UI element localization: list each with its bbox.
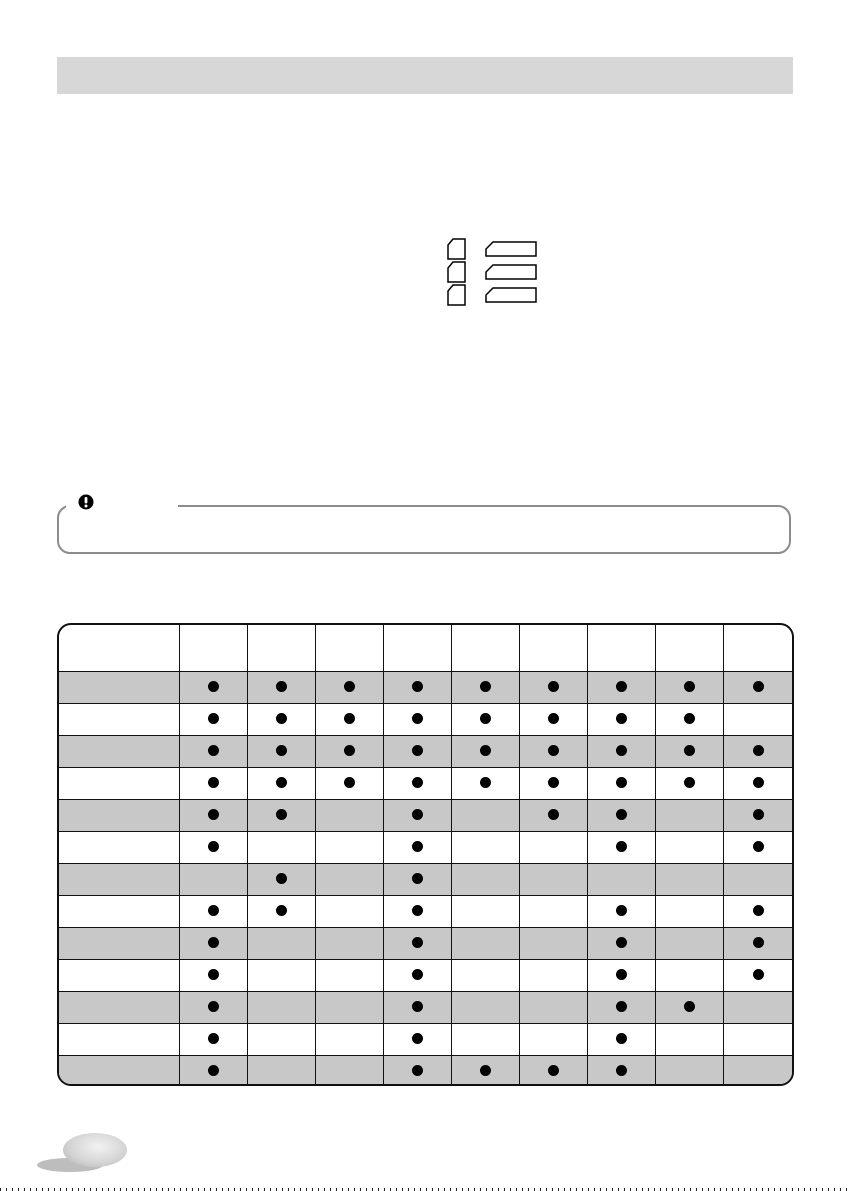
table-cell — [588, 704, 656, 736]
table-row — [59, 736, 792, 768]
table-row — [59, 672, 792, 704]
table-cell — [656, 1024, 724, 1056]
filled-dot-icon — [344, 713, 355, 724]
table-cell — [180, 704, 248, 736]
filled-dot-icon — [208, 777, 219, 788]
filled-dot-icon — [412, 1001, 423, 1012]
table-cell — [656, 704, 724, 736]
table-cell — [180, 768, 248, 800]
table-cell — [588, 928, 656, 960]
filled-dot-icon — [616, 841, 627, 852]
table-cell — [656, 1056, 724, 1087]
filled-dot-icon — [412, 937, 423, 948]
table-cell — [384, 768, 452, 800]
filled-dot-icon — [684, 713, 695, 724]
row-label-cell — [59, 1056, 180, 1087]
filled-dot-icon — [753, 745, 764, 756]
filled-dot-icon — [548, 809, 559, 820]
filled-dot-icon — [412, 745, 423, 756]
filled-dot-icon — [480, 681, 491, 692]
table-cell — [316, 832, 384, 864]
filled-dot-icon — [616, 745, 627, 756]
tag-row — [446, 237, 537, 260]
feature-table — [57, 623, 794, 1086]
table-cell — [588, 736, 656, 768]
header-cell — [384, 625, 452, 672]
table-cell — [248, 672, 316, 704]
filled-dot-icon — [344, 777, 355, 788]
table-cell — [588, 992, 656, 1024]
table-cell — [452, 736, 520, 768]
table-cell — [452, 928, 520, 960]
table-cell — [384, 960, 452, 992]
filled-dot-icon — [616, 1065, 627, 1076]
table-cell — [520, 704, 588, 736]
table-cell — [180, 832, 248, 864]
table-cell — [248, 928, 316, 960]
table-body — [59, 672, 792, 1087]
page-number-badge — [63, 1133, 127, 1167]
filled-dot-icon — [344, 681, 355, 692]
row-label-cell — [59, 768, 180, 800]
table-cell — [180, 960, 248, 992]
table-cell — [588, 960, 656, 992]
table-cell — [452, 768, 520, 800]
table-row — [59, 928, 792, 960]
table-cell — [520, 672, 588, 704]
table-row — [59, 864, 792, 896]
small-tag-icon — [446, 261, 466, 283]
table-cell — [248, 1056, 316, 1087]
note-header — [66, 491, 178, 511]
table-cell — [452, 960, 520, 992]
table-cell — [656, 736, 724, 768]
note-box — [57, 505, 791, 554]
row-label-cell — [59, 736, 180, 768]
table-cell — [724, 672, 792, 704]
filled-dot-icon — [684, 1001, 695, 1012]
table-cell — [180, 992, 248, 1024]
table-cell — [248, 768, 316, 800]
table-cell — [180, 800, 248, 832]
filled-dot-icon — [753, 841, 764, 852]
table-cell — [248, 992, 316, 1024]
table-cell — [520, 864, 588, 896]
filled-dot-icon — [276, 777, 287, 788]
table-cell — [520, 768, 588, 800]
filled-dot-icon — [208, 1001, 219, 1012]
table-row — [59, 768, 792, 800]
table-cell — [520, 896, 588, 928]
filled-dot-icon — [548, 745, 559, 756]
filled-dot-icon — [208, 937, 219, 948]
filled-dot-icon — [208, 713, 219, 724]
table-cell — [384, 1024, 452, 1056]
table-cell — [724, 864, 792, 896]
table-cell — [180, 1056, 248, 1087]
table-cell — [724, 960, 792, 992]
table-cell — [724, 768, 792, 800]
table-cell — [724, 928, 792, 960]
table-row — [59, 832, 792, 864]
table-cell — [248, 960, 316, 992]
filled-dot-icon — [412, 809, 423, 820]
table-cell — [180, 1024, 248, 1056]
tag-row — [446, 283, 537, 306]
table-cell — [452, 896, 520, 928]
table-cell — [384, 864, 452, 896]
table-cell — [520, 800, 588, 832]
filled-dot-icon — [208, 745, 219, 756]
row-label-cell — [59, 672, 180, 704]
table-cell — [452, 864, 520, 896]
table-cell — [452, 800, 520, 832]
filled-dot-icon — [276, 873, 287, 884]
filled-dot-icon — [753, 809, 764, 820]
filled-dot-icon — [684, 745, 695, 756]
table-cell — [248, 832, 316, 864]
table-cell — [588, 1024, 656, 1056]
table-cell — [588, 672, 656, 704]
table-cell — [316, 736, 384, 768]
table-cell — [248, 1024, 316, 1056]
table-cell — [452, 1024, 520, 1056]
table-cell — [180, 736, 248, 768]
filled-dot-icon — [412, 873, 423, 884]
table-cell — [724, 832, 792, 864]
row-label-cell — [59, 992, 180, 1024]
table-cell — [384, 1056, 452, 1087]
exclamation-circle-icon — [78, 494, 94, 510]
table-cell — [248, 704, 316, 736]
table-cell — [724, 1056, 792, 1087]
filled-dot-icon — [616, 713, 627, 724]
header-cell — [724, 625, 792, 672]
filled-dot-icon — [208, 1033, 219, 1044]
filled-dot-icon — [616, 681, 627, 692]
wide-tag-icon — [485, 287, 537, 303]
table-row — [59, 1056, 792, 1087]
filled-dot-icon — [684, 681, 695, 692]
table-cell — [520, 1056, 588, 1087]
table-cell — [248, 864, 316, 896]
table-cell — [656, 672, 724, 704]
filled-dot-icon — [753, 969, 764, 980]
feature-grid — [59, 625, 792, 1086]
filled-dot-icon — [412, 905, 423, 916]
filled-dot-icon — [276, 681, 287, 692]
filled-dot-icon — [753, 937, 764, 948]
filled-dot-icon — [412, 1065, 423, 1076]
table-cell — [248, 896, 316, 928]
filled-dot-icon — [548, 681, 559, 692]
row-label-cell — [59, 928, 180, 960]
filled-dot-icon — [412, 681, 423, 692]
table-cell — [724, 1024, 792, 1056]
filled-dot-icon — [616, 937, 627, 948]
filled-dot-icon — [480, 745, 491, 756]
filled-dot-icon — [276, 905, 287, 916]
wide-tag-icon — [485, 241, 537, 257]
filled-dot-icon — [753, 777, 764, 788]
table-cell — [452, 832, 520, 864]
header-cell — [656, 625, 724, 672]
table-cell — [180, 864, 248, 896]
filled-dot-icon — [344, 745, 355, 756]
small-tag-icon — [446, 284, 466, 306]
filled-dot-icon — [208, 681, 219, 692]
filled-dot-icon — [412, 713, 423, 724]
header-cell — [316, 625, 384, 672]
filled-dot-icon — [412, 969, 423, 980]
table-cell — [384, 800, 452, 832]
section-header-bar — [57, 57, 793, 94]
small-tag-icon — [446, 238, 466, 260]
filled-dot-icon — [276, 745, 287, 756]
table-cell — [452, 672, 520, 704]
header-cell — [248, 625, 316, 672]
filled-dot-icon — [753, 681, 764, 692]
table-row — [59, 992, 792, 1024]
filled-dot-icon — [616, 777, 627, 788]
table-cell — [656, 992, 724, 1024]
table-cell — [180, 928, 248, 960]
table-cell — [452, 992, 520, 1024]
table-cell — [588, 832, 656, 864]
table-cell — [248, 736, 316, 768]
header-cell — [452, 625, 520, 672]
filled-dot-icon — [412, 1033, 423, 1044]
filled-dot-icon — [208, 841, 219, 852]
header-cell — [180, 625, 248, 672]
table-cell — [656, 832, 724, 864]
header-cell — [59, 625, 180, 672]
filled-dot-icon — [616, 809, 627, 820]
filled-dot-icon — [548, 777, 559, 788]
table-cell — [316, 768, 384, 800]
header-cell — [588, 625, 656, 672]
table-row — [59, 800, 792, 832]
table-cell — [180, 896, 248, 928]
table-cell — [384, 672, 452, 704]
table-cell — [656, 960, 724, 992]
table-header-row — [59, 625, 792, 672]
table-cell — [316, 992, 384, 1024]
row-label-cell — [59, 832, 180, 864]
table-cell — [724, 704, 792, 736]
header-cell — [520, 625, 588, 672]
tag-icon-group — [446, 237, 537, 306]
table-cell — [656, 768, 724, 800]
filled-dot-icon — [208, 905, 219, 916]
table-cell — [316, 896, 384, 928]
table-row — [59, 960, 792, 992]
row-label-cell — [59, 1024, 180, 1056]
filled-dot-icon — [276, 713, 287, 724]
table-cell — [384, 832, 452, 864]
table-cell — [656, 928, 724, 960]
filled-dot-icon — [548, 1065, 559, 1076]
filled-dot-icon — [480, 713, 491, 724]
row-label-cell — [59, 864, 180, 896]
filled-dot-icon — [616, 969, 627, 980]
table-cell — [384, 736, 452, 768]
filled-dot-icon — [412, 777, 423, 788]
filled-dot-icon — [548, 713, 559, 724]
wide-tag-icon — [485, 264, 537, 280]
table-row — [59, 704, 792, 736]
filled-dot-icon — [276, 809, 287, 820]
filled-dot-icon — [684, 777, 695, 788]
table-cell — [588, 896, 656, 928]
filled-dot-icon — [208, 969, 219, 980]
row-label-cell — [59, 960, 180, 992]
table-cell — [316, 864, 384, 896]
table-cell — [724, 896, 792, 928]
filled-dot-icon — [753, 905, 764, 916]
table-row — [59, 896, 792, 928]
table-cell — [520, 960, 588, 992]
table-cell — [520, 1024, 588, 1056]
table-cell — [656, 896, 724, 928]
table-cell — [316, 960, 384, 992]
table-cell — [724, 736, 792, 768]
table-cell — [724, 992, 792, 1024]
table-cell — [520, 832, 588, 864]
table-row — [59, 1024, 792, 1056]
row-label-cell — [59, 704, 180, 736]
table-cell — [588, 864, 656, 896]
table-cell — [588, 768, 656, 800]
table-cell — [520, 736, 588, 768]
table-cell — [724, 800, 792, 832]
table-cell — [384, 992, 452, 1024]
filled-dot-icon — [616, 905, 627, 916]
table-cell — [316, 1024, 384, 1056]
table-cell — [316, 1056, 384, 1087]
table-cell — [316, 672, 384, 704]
row-label-cell — [59, 800, 180, 832]
filled-dot-icon — [480, 777, 491, 788]
table-cell — [656, 800, 724, 832]
filled-dot-icon — [480, 1065, 491, 1076]
filled-dot-icon — [616, 1033, 627, 1044]
table-cell — [248, 800, 316, 832]
table-cell — [180, 672, 248, 704]
table-cell — [384, 704, 452, 736]
tag-row — [446, 260, 537, 283]
table-cell — [588, 1056, 656, 1087]
filled-dot-icon — [208, 809, 219, 820]
table-cell — [316, 928, 384, 960]
table-cell — [384, 896, 452, 928]
table-cell — [520, 992, 588, 1024]
table-cell — [316, 704, 384, 736]
table-cell — [452, 704, 520, 736]
table-cell — [656, 864, 724, 896]
row-label-cell — [59, 896, 180, 928]
filled-dot-icon — [412, 841, 423, 852]
filled-dot-icon — [208, 1065, 219, 1076]
filled-dot-icon — [616, 1001, 627, 1012]
table-cell — [316, 800, 384, 832]
table-cell — [520, 928, 588, 960]
table-cell — [452, 1056, 520, 1087]
table-cell — [384, 928, 452, 960]
table-cell — [588, 800, 656, 832]
